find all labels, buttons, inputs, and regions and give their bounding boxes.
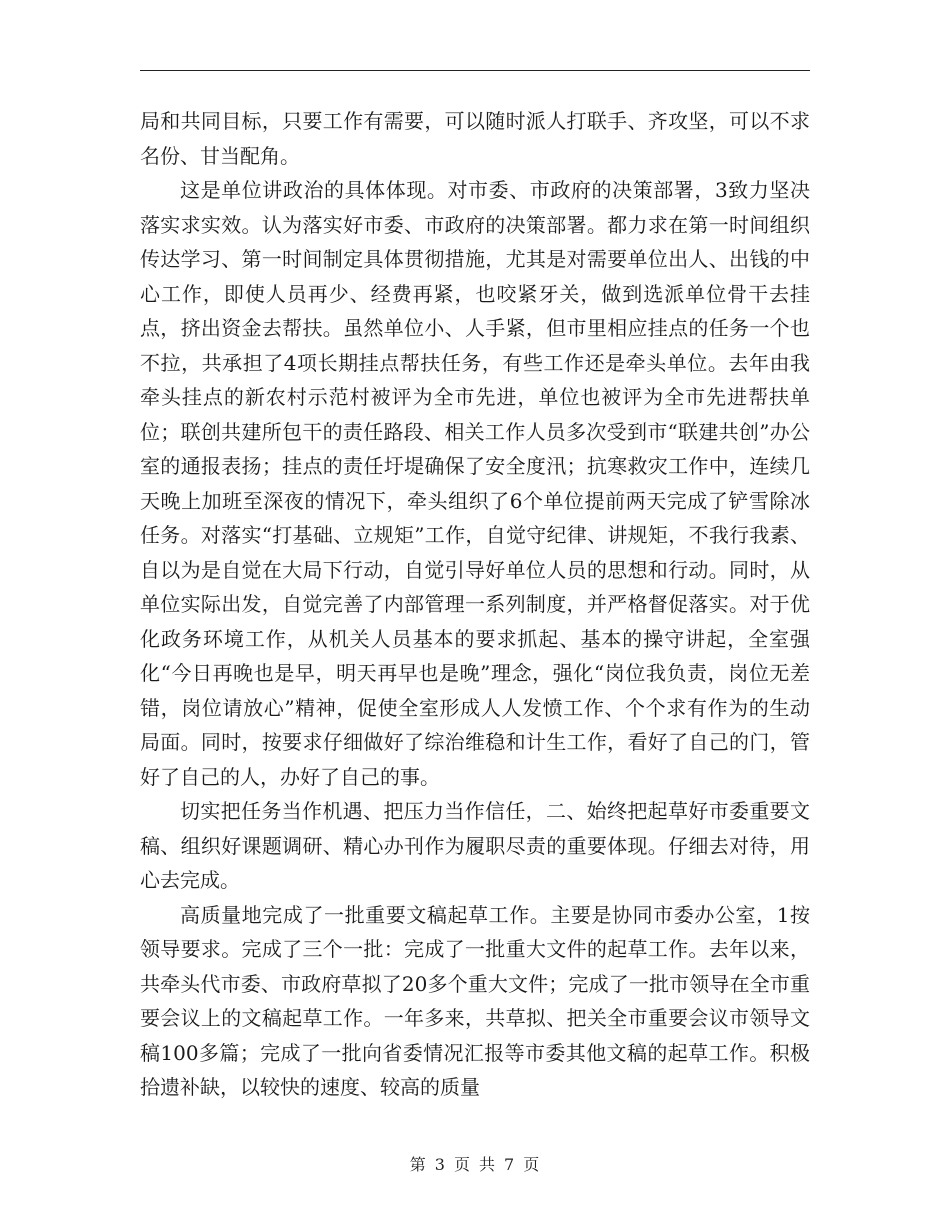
paragraph-4: 高质量地完成了一批重要文稿起草工作。主要是协同市委办公室，1按领导要求。完成了三个一批：完成了一批重大文件的起草工作。去年以来，共牵头代市委、市政府草拟了20多个重大文件；完成了一批市领导在全市重要会议上的文稿起草工作。一年多来，共草拟、把关全市重要会议市领导文稿100多篇；完成了一批向省委情况汇报等市委其他文稿的起草工作。积极拾遗补缺，以较快的速度、较高的质量 [140, 902, 810, 1099]
footer-total-suffix: 页 [523, 1155, 541, 1174]
header-rule [140, 70, 810, 71]
paragraph-2: 这是单位讲政治的具体体现。对市委、市政府的决策部署，3致力坚决落实求实效。认为落实好市委、市政府的决策部署。都力求在第一时间组织传达学习、第一时间制定具体贯彻措施，尤其是对需要单位出人、出钱的中心工作，即使人员再少、经费再紧，也咬紧牙关，做到选派单位骨干去挂点，挤出资金去帮扶。虽然单位小、人手紧，但市里相应挂点的任务一个也不拉，共承担了4项长期挂点帮扶任务，有些工作还是牵头单位。去年由我牵头挂点的新农村示范村被评为全市先进，单位也被评为全市先进帮扶单位；联创共建所包干的责任路段、相关工作人员多次受到市“联建共创”办公室的通报表扬；挂点的责任圩堤确保了安全度汛；抗寒救灾工作中，连续几天晚上加班至深夜的情况下，牵头组织了6个单位提前两天完成了铲雪除冰任务。对落实“打基础、立规矩”工作，自觉守纪律、讲规矩，不我行我素、自以为是自觉在大局下行动，自觉引导好单位人员的思想和行动。同时，从单位实际出发，自觉完善了内部管理一系列制度，并严格督促落实。对于优化政务环境工作，从机关人员基本的要求抓起、基本的操守讲起，全室强化“今日再晚也是早，明天再早也是晚”理念，强化“岗位我负责，岗位无差错，岗位请放心”精神，促使全室形成人人发愤工作、个个求有作为的生动局面。同时，按要求仔细做好了综治维稳和计生工作，看好了自己的门，管好了自己的人，办好了自己的事。 [140, 178, 810, 789]
document-body [140, 104, 810, 1105]
footer-page-word: 页 [453, 1155, 471, 1174]
footer-total-pages: 7 [504, 1155, 516, 1174]
footer-total-prefix: 共 [479, 1155, 497, 1174]
footer-current-page: 3 [434, 1155, 446, 1174]
paragraph-1: 局和共同目标，只要工作有需要，可以随时派人打联手、齐攻坚，可以不求名份、甘当配角。 [140, 109, 810, 168]
footer-prefix: 第 [409, 1155, 427, 1174]
page-footer [0, 1152, 950, 1175]
paragraph-3: 切实把任务当作机遇、把压力当作信任，二、始终把起草好市委重要文稿、组织好课题调研、精心办刊作为履职尽责的重要体现。仔细去对待，用心去完成。 [140, 799, 810, 892]
